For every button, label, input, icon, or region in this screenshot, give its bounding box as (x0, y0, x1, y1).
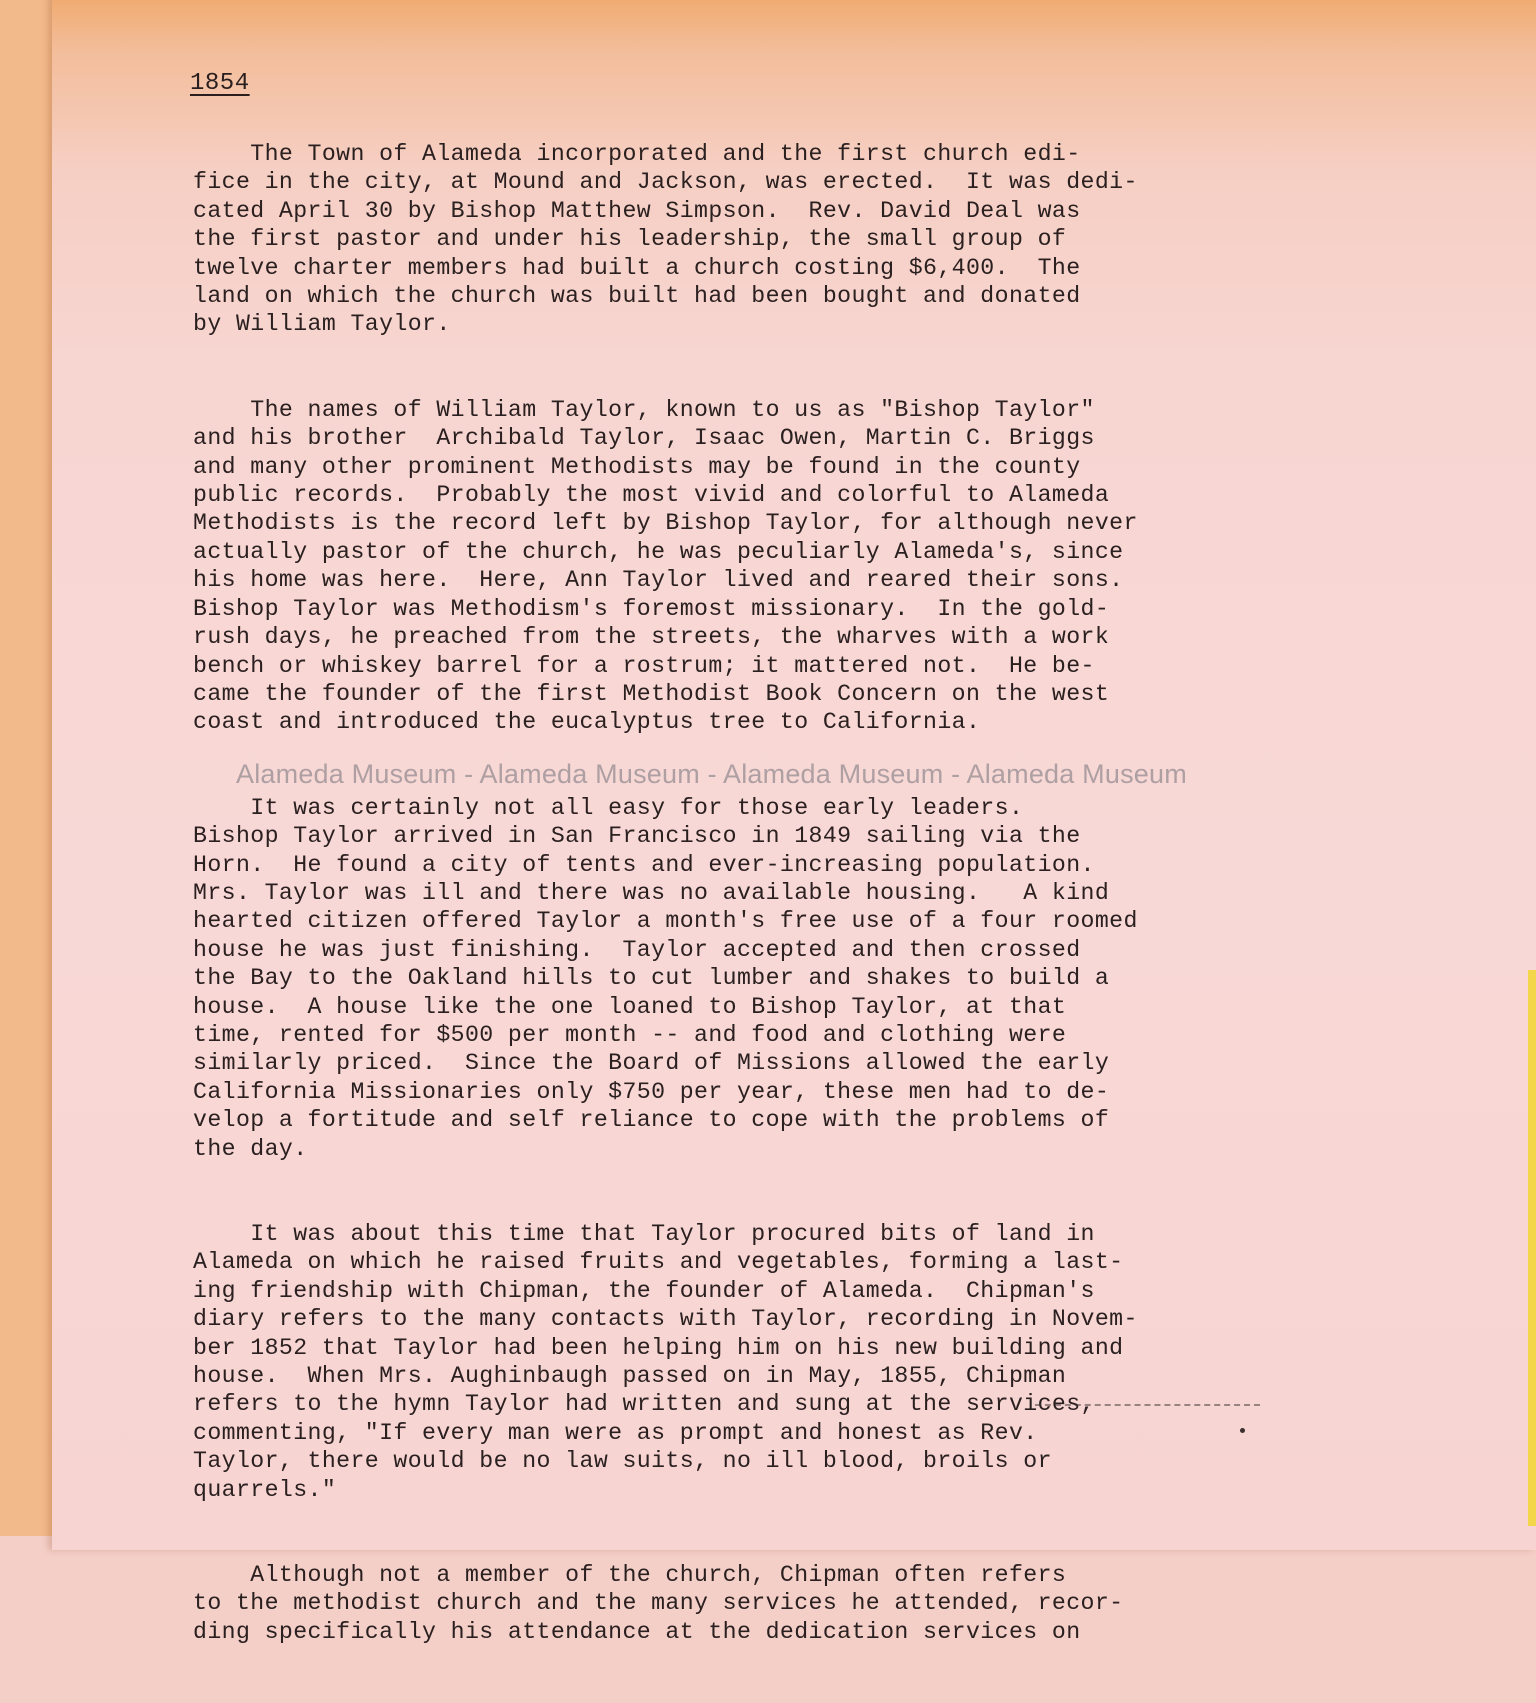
text-line: quarrels." (193, 1476, 337, 1503)
text-line: land on which the church was built had been bought and donated (193, 283, 1081, 310)
text-line: house he was just finishing. Taylor accepted and then crossed (193, 936, 1081, 963)
text-line: hearted citizen offered Taylor a month's free use of a four roomed (193, 908, 1138, 935)
text-line: actually pastor of the church, he was peculiarly Alameda's, since (193, 538, 1124, 565)
text-line: to the methodist church and the many services he attended, recor- (193, 1590, 1124, 1617)
text-line: Alameda on which he raised fruits and vegetables, forming a last- (193, 1249, 1124, 1276)
paragraph-4 (193, 1220, 1353, 1504)
text-line: coast and introduced the eucalyptus tree to California. (193, 709, 981, 736)
text-line: Horn. He found a city of tents and ever-increasing population. (193, 851, 1095, 878)
text-line: refers to the hymn Taylor had written and sung at the services, (193, 1391, 1095, 1418)
text-line: the day. (193, 1135, 308, 1162)
year-heading: 1854 (190, 70, 250, 97)
ink-dot (1240, 1428, 1245, 1433)
text-line: Bishop Taylor was Methodism's foremost missionary. In the gold- (193, 595, 1110, 622)
text-line: public records. Probably the most vivid and colorful to Alameda (193, 482, 1110, 509)
text-line: It was certainly not all easy for those early leaders. (193, 794, 1024, 821)
page-edge-highlight (1528, 970, 1536, 1526)
text-line: Although not a member of the church, Chipman often refers (193, 1562, 1067, 1589)
text-line: velop a fortitude and self reliance to cope with the problems of (193, 1107, 1110, 1134)
document-body (193, 140, 1353, 1703)
text-line: rush days, he preached from the streets, the wharves with a work (193, 624, 1110, 651)
text-line: cated April 30 by Bishop Matthew Simpson. Rev. David Deal was (193, 197, 1081, 224)
text-line: diary refers to the many contacts with Taylor, recording in Novem- (193, 1306, 1138, 1333)
text-line: Mrs. Taylor was ill and there was no available housing. A kind (193, 879, 1110, 906)
text-line: twelve charter members had built a church costing $6,400. The (193, 254, 1081, 281)
text-line: commenting, "If every man were as prompt and honest as Rev. (193, 1419, 1038, 1446)
text-line: his home was here. Here, Ann Taylor lived and reared their sons. (193, 567, 1124, 594)
text-line: by William Taylor. (193, 311, 451, 338)
paragraph-2 (193, 396, 1353, 737)
text-line: house. When Mrs. Aughinbaugh passed on in May, 1855, Chipman (193, 1363, 1067, 1390)
paragraph-1 (193, 140, 1353, 339)
text-line: the first pastor and under his leadership, the small group of (193, 226, 1067, 253)
text-line: It was about this time that Taylor procured bits of land in (193, 1221, 1095, 1247)
text-line: The names of William Taylor, known to us as "Bishop Taylor" (193, 396, 1095, 423)
text-line: ding specifically his attendance at the dedication services on (193, 1618, 1081, 1645)
paragraph-5 (193, 1561, 1353, 1646)
text-line: time, rented for $500 per month -- and food and clothing were (193, 1021, 1067, 1048)
text-line: the Bay to the Oakland hills to cut lumber and shakes to build a (193, 965, 1110, 992)
text-line: Methodists is the record left by Bishop Taylor, for although never (193, 510, 1138, 537)
text-line: Taylor, there would be no law suits, no ill blood, broils or (193, 1448, 1052, 1475)
text-line: ing friendship with Chipman, the founder of Alameda. Chipman's (193, 1277, 1095, 1304)
text-line: fice in the city, at Mound and Jackson, was erected. It was dedi- (193, 169, 1138, 196)
text-line: and his brother Archibald Taylor, Isaac Owen, Martin C. Briggs (193, 425, 1095, 452)
text-line: California Missionaries only $750 per year, these men had to de- (193, 1078, 1110, 1105)
museum-watermark: Alameda Museum - Alameda Museum - Alameda Museum - Alameda Museum (236, 759, 1187, 789)
text-line: The Town of Alameda incorporated and the first church edi- (193, 141, 1081, 167)
paragraph-3 (193, 794, 1353, 1163)
text-line: Bishop Taylor arrived in San Francisco in 1849 sailing via the (193, 823, 1081, 850)
pencil-mark (1035, 1404, 1260, 1406)
text-line: came the founder of the first Methodist Book Concern on the west (193, 680, 1110, 707)
text-line: similarly priced. Since the Board of Missions allowed the early (193, 1050, 1110, 1077)
text-line: ber 1852 that Taylor had been helping him on his new building and (193, 1334, 1124, 1361)
text-line: bench or whiskey barrel for a rostrum; it mattered not. He be- (193, 652, 1095, 679)
text-line: house. A house like the one loaned to Bishop Taylor, at that (193, 993, 1067, 1020)
text-line: and many other prominent Methodists may be found in the county (193, 453, 1081, 480)
